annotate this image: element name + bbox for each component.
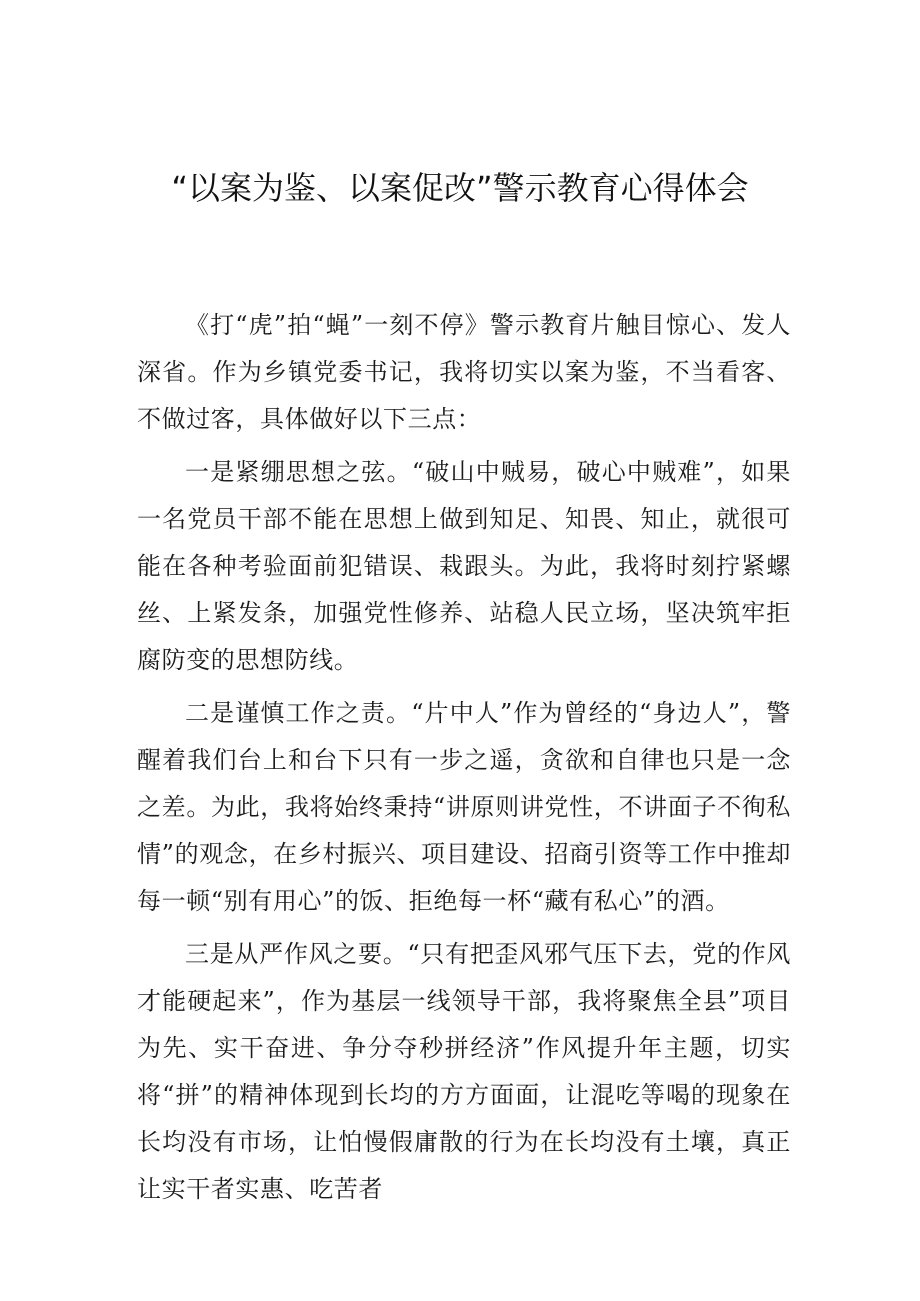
intro-paragraph: 《打“虎”拍“蝇”一刻不停》警示教育片触目惊心、发人深省。作为乡镇党委书记，我将切实以案为鉴，不当看客、不做过客，具体做好以下三点： <box>137 311 791 433</box>
point-two-paragraph: 二是谨慎工作之责。“片中人”作为曾经的“身边人”，警醒着我们台上和台下只有一步之遥，贪欲和自律也只是一念之差。为此，我将始终秉持“讲原则讲党性，不讲面子不徇私情”的观念，在乡村振兴、项目建设、招商引资等工作中推却每一顿“别有用心”的饭、拒绝每一杯“藏有私心”的酒。 <box>137 699 791 915</box>
document-title: “以案为鉴、以案促改”警示教育心得体会 <box>171 169 749 207</box>
point-one-paragraph: 一是紧绷思想之弦。“破山中贼易，破心中贼难”，如果一名党员干部不能在思想上做到知足、知畏、知止，就很可能在各种考验面前犯错误、栽跟头。为此，我将时刻拧紧螺丝、上紧发条，加强党性修养、站稳人民立场，坚决筑牢拒腐防变的思想防线。 <box>137 458 791 674</box>
point-three-paragraph: 三是从严作风之要。“只有把歪风邪气压下去，党的作风才能硬起来”，作为基层一线领导干部，我将聚焦全县”项目为先、实干奋进、争分夺秒拼经济”作风提升年主题，切实将“拼”的精神体现到长均的方方面面，让混吃等喝的现象在长均没有市场，让怕慢假庸散的行为在长均没有土壤，真正让实干者实惠、吃苦者 <box>137 940 791 1203</box>
document-body <box>137 302 791 1219</box>
